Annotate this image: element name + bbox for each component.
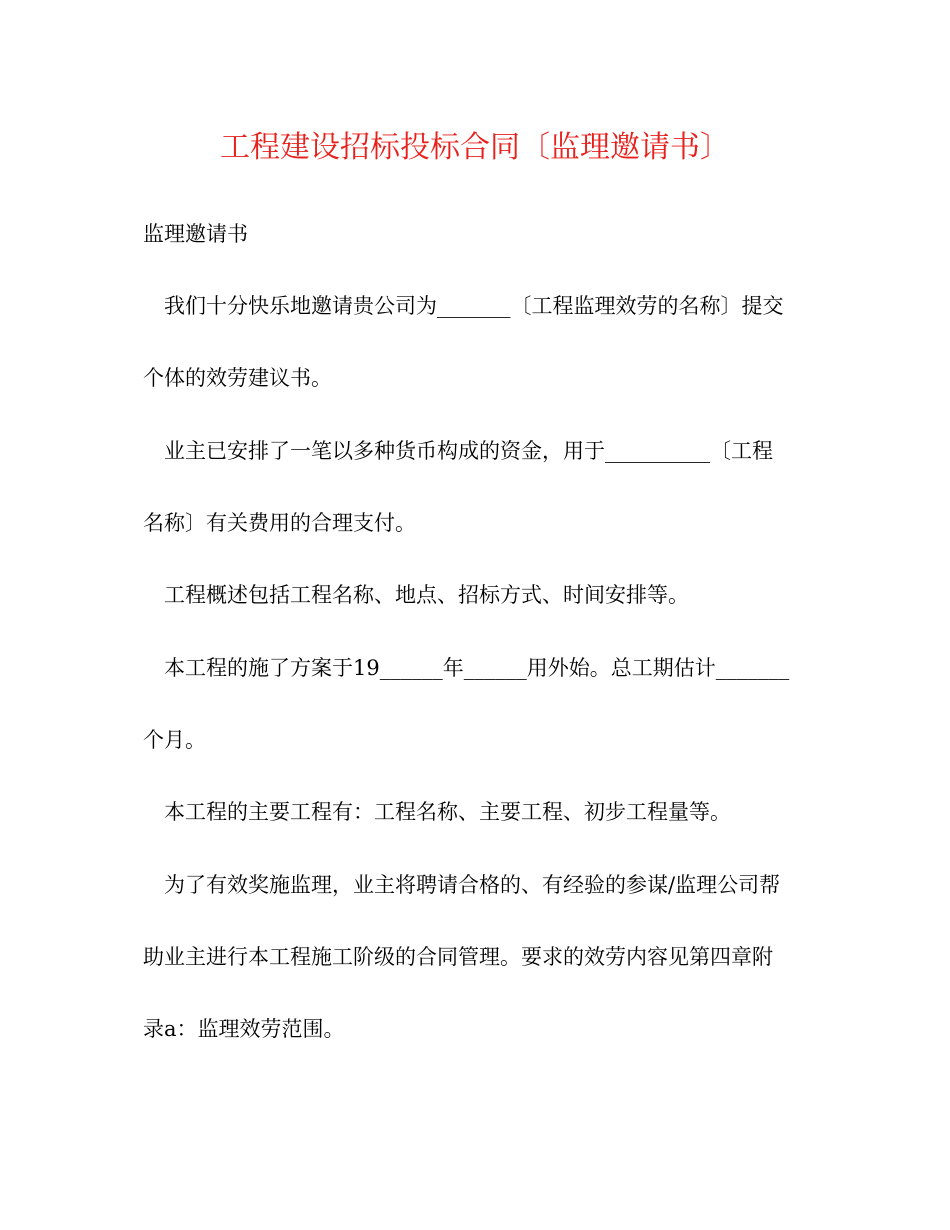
paragraph-line: 名称〕有关费用的合理支付。 <box>143 511 416 535</box>
paragraph-line: 本工程的主要工程有：工程名称、主要工程、初步工程量等。 <box>164 800 731 824</box>
paragraph-line: 个月。 <box>143 728 206 752</box>
paragraph-line: 为了有效奖施监理，业主将聘请合格的、有经验的参谋/监理公司帮 <box>164 873 781 897</box>
paragraph-line: 工程概述包括工程名称、地点、招标方式、时间安排等。 <box>164 583 689 607</box>
paragraph-line: 助业主进行本工程施工阶级的合同管理。要求的效劳内容见第四章附 <box>143 945 773 969</box>
paragraph-line: 我们十分快乐地邀请贵公司为_______〔工程监理效劳的名称〕提交 <box>164 294 784 318</box>
paragraph-line: 本工程的施了方案于19______年______用外始。总工期估计_______ <box>164 656 790 680</box>
paragraph-line: 业主已安排了一笔以多种货币构成的资金，用于__________〔工程 <box>164 439 773 463</box>
paragraph-line: 录a：监理效劳范围。 <box>143 1017 345 1041</box>
document-title: 工程建设招标投标合同〔监理邀请书〕 <box>220 130 730 165</box>
section-heading: 监理邀请书 <box>143 222 248 246</box>
paragraph-line: 个体的效劳建议书。 <box>143 366 332 390</box>
